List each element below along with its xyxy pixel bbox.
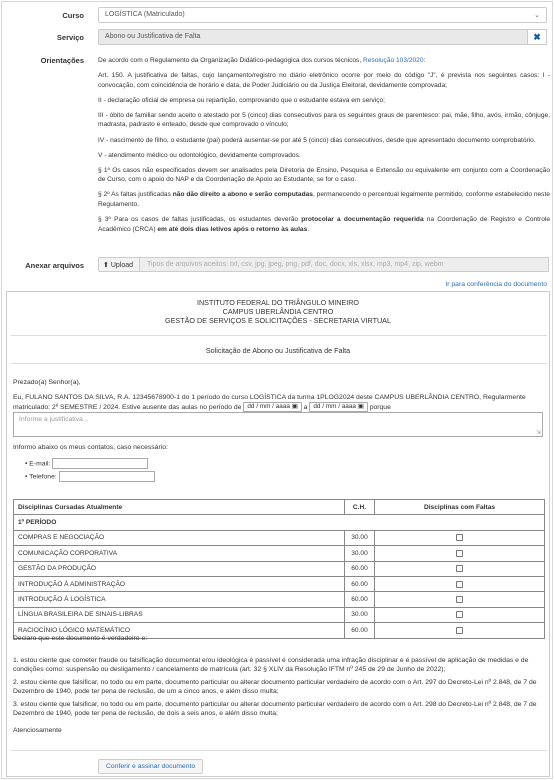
table-row xyxy=(14,561,545,576)
falta-checkbox-cell xyxy=(375,623,545,638)
email-field[interactable] xyxy=(52,458,148,469)
telefone-label: Telefone: xyxy=(29,473,57,481)
disciplina-ch: 60.00 xyxy=(345,576,375,591)
col-faltas: Disciplinas com Faltas xyxy=(375,500,545,515)
upload-label: Upload xyxy=(110,262,134,269)
disciplina-ch: 60.00 xyxy=(345,623,375,638)
document-preview xyxy=(6,291,550,777)
declaracao-1: 1. estou ciente que cometer fraude ou falsificação documental e/ou ideológica é passível é considerada uma infração disciplinar e é passível de aplicação de medidas e de condições como: suspensão ou desligamento / cancelamento de matrícula (art. 32 § XLIV da Resolução IFTM nº 245 de 29 de Junho de 2022); xyxy=(13,657,529,674)
falta-checkbox-cell xyxy=(375,561,545,576)
orient-intro-end: : xyxy=(423,57,426,64)
falta-checkbox[interactable] xyxy=(456,627,463,634)
telefone-row: • Telefone: xyxy=(25,471,155,482)
divider xyxy=(11,750,547,751)
falta-checkbox[interactable] xyxy=(456,534,463,541)
date-sep: a xyxy=(303,403,308,411)
table-row xyxy=(14,592,545,607)
disciplina-ch: 30.00 xyxy=(345,530,375,545)
falta-checkbox[interactable] xyxy=(456,611,463,618)
disciplina-name: COMPRAS E NEGOCIAÇÃO xyxy=(14,530,345,545)
declaracao-2: 2. estou ciente que falsificar, no todo ou em parte, documento particular ou alterar documento particular verdadeiro de acordo com o Art. 297 do Decreto-Lei nº 2.848, de 7 de Dezembro de 1940, pode ter pena de reclusão, de um a cinco anos, e além disso multa; xyxy=(13,679,537,696)
disciplina-name: INTRODUÇÃO À ADMINISTRAÇÃO xyxy=(14,576,345,591)
inst-line-3: GESTÃO DE SERVIÇOS E SOLICITAÇÕES - SECRETARIA VIRTUAL xyxy=(165,316,391,325)
upload-icon: ⬆ xyxy=(103,262,109,269)
close-icon[interactable]: ✖ xyxy=(528,29,547,45)
email-row: • E-mail: xyxy=(25,458,148,469)
curso-select[interactable] xyxy=(98,7,547,23)
declaracao-3: 3. estou ciente que falsificar, no todo ou em parte, documento particular ou alterar documento particular verdadeiro de acordo com o Art. 298 do Decreto-Lei nº 2.848, de 7 de Dezembro de 1940, pode ter pena de reclusão, de dois a seis anos, e além disso multa; xyxy=(13,701,537,718)
orientacoes-label: Orientações xyxy=(40,56,84,65)
falta-checkbox-cell xyxy=(375,530,545,545)
contatos-text: Informo abaixo os meus contatos, caso necessário: xyxy=(13,444,168,451)
document-header xyxy=(7,298,549,325)
falta-checkbox[interactable] xyxy=(456,550,463,557)
falta-checkbox[interactable] xyxy=(456,565,463,572)
body-line-2: matriculado: 2º SEMESTRE / 2024. Estive ausente das aulas no período de dd / mm / aaaa ▣ a dd / mm / aaaa ▣ porque xyxy=(13,403,391,411)
table-row xyxy=(14,530,545,545)
resize-grip-icon[interactable]: ⇲ xyxy=(535,430,541,436)
falta-checkbox-cell xyxy=(375,546,545,561)
inst-line-1: INSTITUTO FEDERAL DO TRIÂNGULO MINEIRO xyxy=(196,298,359,307)
falta-checkbox[interactable] xyxy=(456,596,463,603)
table-row xyxy=(14,546,545,561)
declaro-text: Declaro que este documento é verdadeiro e: xyxy=(13,635,148,642)
falta-checkbox-cell xyxy=(375,607,545,622)
upload-hint[interactable]: Tipos de arquivos aceitos: txt, csv, jpg, jpeg, png, pdf, doc, docx, xls, xlsx, mp3, mp4, zip, webm xyxy=(140,257,549,272)
date-start-input[interactable]: dd / mm / aaaa ▣ xyxy=(243,402,301,412)
falta-checkbox[interactable] xyxy=(456,581,463,588)
orient-iii: III - óbito de familiar sendo aceito o atestado por 5 (cinco) dias consecutivos para os seguintes graus de parentesco: pai, mãe, filho, avós, irmão, cônjuge, madrasta, padrasto e enteado, desde que comprovado o vínculo; xyxy=(98,111,550,129)
atenciosamente: Atenciosamente xyxy=(13,727,62,734)
document-subtitle: Solicitação de Abono ou Justificativa de Falta xyxy=(205,346,351,355)
curso-select-value: LOGÍSTICA (Matriculado) xyxy=(105,11,185,18)
disciplina-name: COMUNICAÇÃO CORPORATIVA xyxy=(14,546,345,561)
disciplina-name: INTRODUÇÃO À LOGÍSTICA xyxy=(14,592,345,607)
disciplina-ch: 30.00 xyxy=(345,546,375,561)
divider xyxy=(11,363,547,364)
textarea-placeholder: Informe a justificativa... xyxy=(19,416,89,423)
disciplina-ch: 30.00 xyxy=(345,607,375,622)
calendar-icon: ▣ xyxy=(357,403,364,410)
disciplina-ch: 60.00 xyxy=(345,561,375,576)
sign-document-button[interactable]: Conferir e assinar documento xyxy=(98,759,203,774)
date-end-input[interactable]: dd / mm / aaaa ▣ xyxy=(309,402,367,412)
inst-line-2: CAMPUS UBERLÂNDIA CENTRO xyxy=(222,307,334,316)
disciplina-name: RACIOCÍNIO LÓGICO MATEMÁTICO xyxy=(14,623,345,638)
orient-v: V - atendimento médico ou odontológico, devidamente comprovados. xyxy=(98,151,301,159)
divider xyxy=(11,335,547,336)
orient-p1: § 1º Os casos não especificados devem ser analisados pela Diretoria de Ensino, Pesquisa e Extensão ou equivalente em conjunto com a Coordenação de Curso, com o apoio do NAP e da Coordenação de Apoio ao Estudante, se for o caso. xyxy=(98,166,550,184)
orient-p3: § 3º Para os casos de faltas justificadas, os estudantes deverão protocolar a documentação requerida na Coordenação de Registro e Controle Acadêmico (CRCA) em até dois dias letivos após o retorno às aulas. xyxy=(98,216,550,233)
anexar-label: Anexar arquivos xyxy=(25,261,84,270)
greeting: Prezado(a) Senhor(a), xyxy=(13,379,81,386)
disciplina-name: GESTÃO DA PRODUÇÃO xyxy=(14,561,345,576)
orientacoes-text xyxy=(98,56,550,240)
resolucao-link[interactable]: Resolução 103/2020 xyxy=(363,57,424,64)
orient-intro: De acordo com o Regulamento da Organização Didático-pedagógica dos cursos técnicos, xyxy=(98,57,362,64)
orient-art150: Art. 150. A justificativa de faltas, cujo lançamento/registro no diário eletrônico ocorre por meio do código "J", é prevista nos seguintes casos: I - convocação, com coincidência de horário e data, de Poder Judiciário ou da Justiça Eleitoral, devidamente comprovada; xyxy=(98,72,550,89)
orient-iv: IV - nascimento de filho, o estudante (pai) poderá ausentar-se por até 5 (cinco) dias consecutivos, desde que apresentado documento comprobatório. xyxy=(98,136,536,144)
upload-button[interactable] xyxy=(98,257,140,272)
email-label: E-mail: xyxy=(29,460,51,468)
calendar-icon: ▣ xyxy=(291,403,298,410)
disciplinas-table xyxy=(13,499,545,639)
curso-label: Curso xyxy=(62,11,84,20)
conferencia-link[interactable]: Ir para conferência do documento xyxy=(445,281,547,288)
col-disciplinas: Disciplinas Cursadas Atualmente xyxy=(14,500,345,515)
falta-checkbox-cell xyxy=(375,592,545,607)
servico-field[interactable]: Abono ou Justificativa de Falta xyxy=(98,29,528,45)
disciplina-name: LÍNGUA BRASILEIRA DE SINAIS-LIBRAS xyxy=(14,607,345,622)
chevron-down-icon: ⌄ xyxy=(534,12,540,19)
table-row xyxy=(14,576,545,591)
orient-ii: II - declaração oficial de empresa ou repartição, comprovando que o estudante estava em serviço; xyxy=(98,96,385,104)
falta-checkbox-cell xyxy=(375,576,545,591)
telefone-field[interactable] xyxy=(59,471,155,482)
periodo-row: 1º PERÍODO xyxy=(14,515,545,530)
disciplina-ch: 60.00 xyxy=(345,592,375,607)
body-line-1: Eu, FULANO SANTOS DA SILVA, R.A. 12345678900-1 do 1 período do curso LOGÍSTICA da turma 1PLOG2024 deste CAMPUS UBERLÂNDIA CENTRO, Regularmente xyxy=(13,394,526,401)
col-ch: C.H. xyxy=(345,500,375,515)
justificativa-textarea[interactable] xyxy=(13,412,543,437)
orient-p2: § 2º As faltas justificadas não dão direito a abono e serão computadas, permanecendo o percentual legalmente permitido, conforme estabelecido neste Regulamento. xyxy=(98,191,550,209)
table-row xyxy=(14,607,545,622)
servico-label: Serviço xyxy=(56,33,84,42)
